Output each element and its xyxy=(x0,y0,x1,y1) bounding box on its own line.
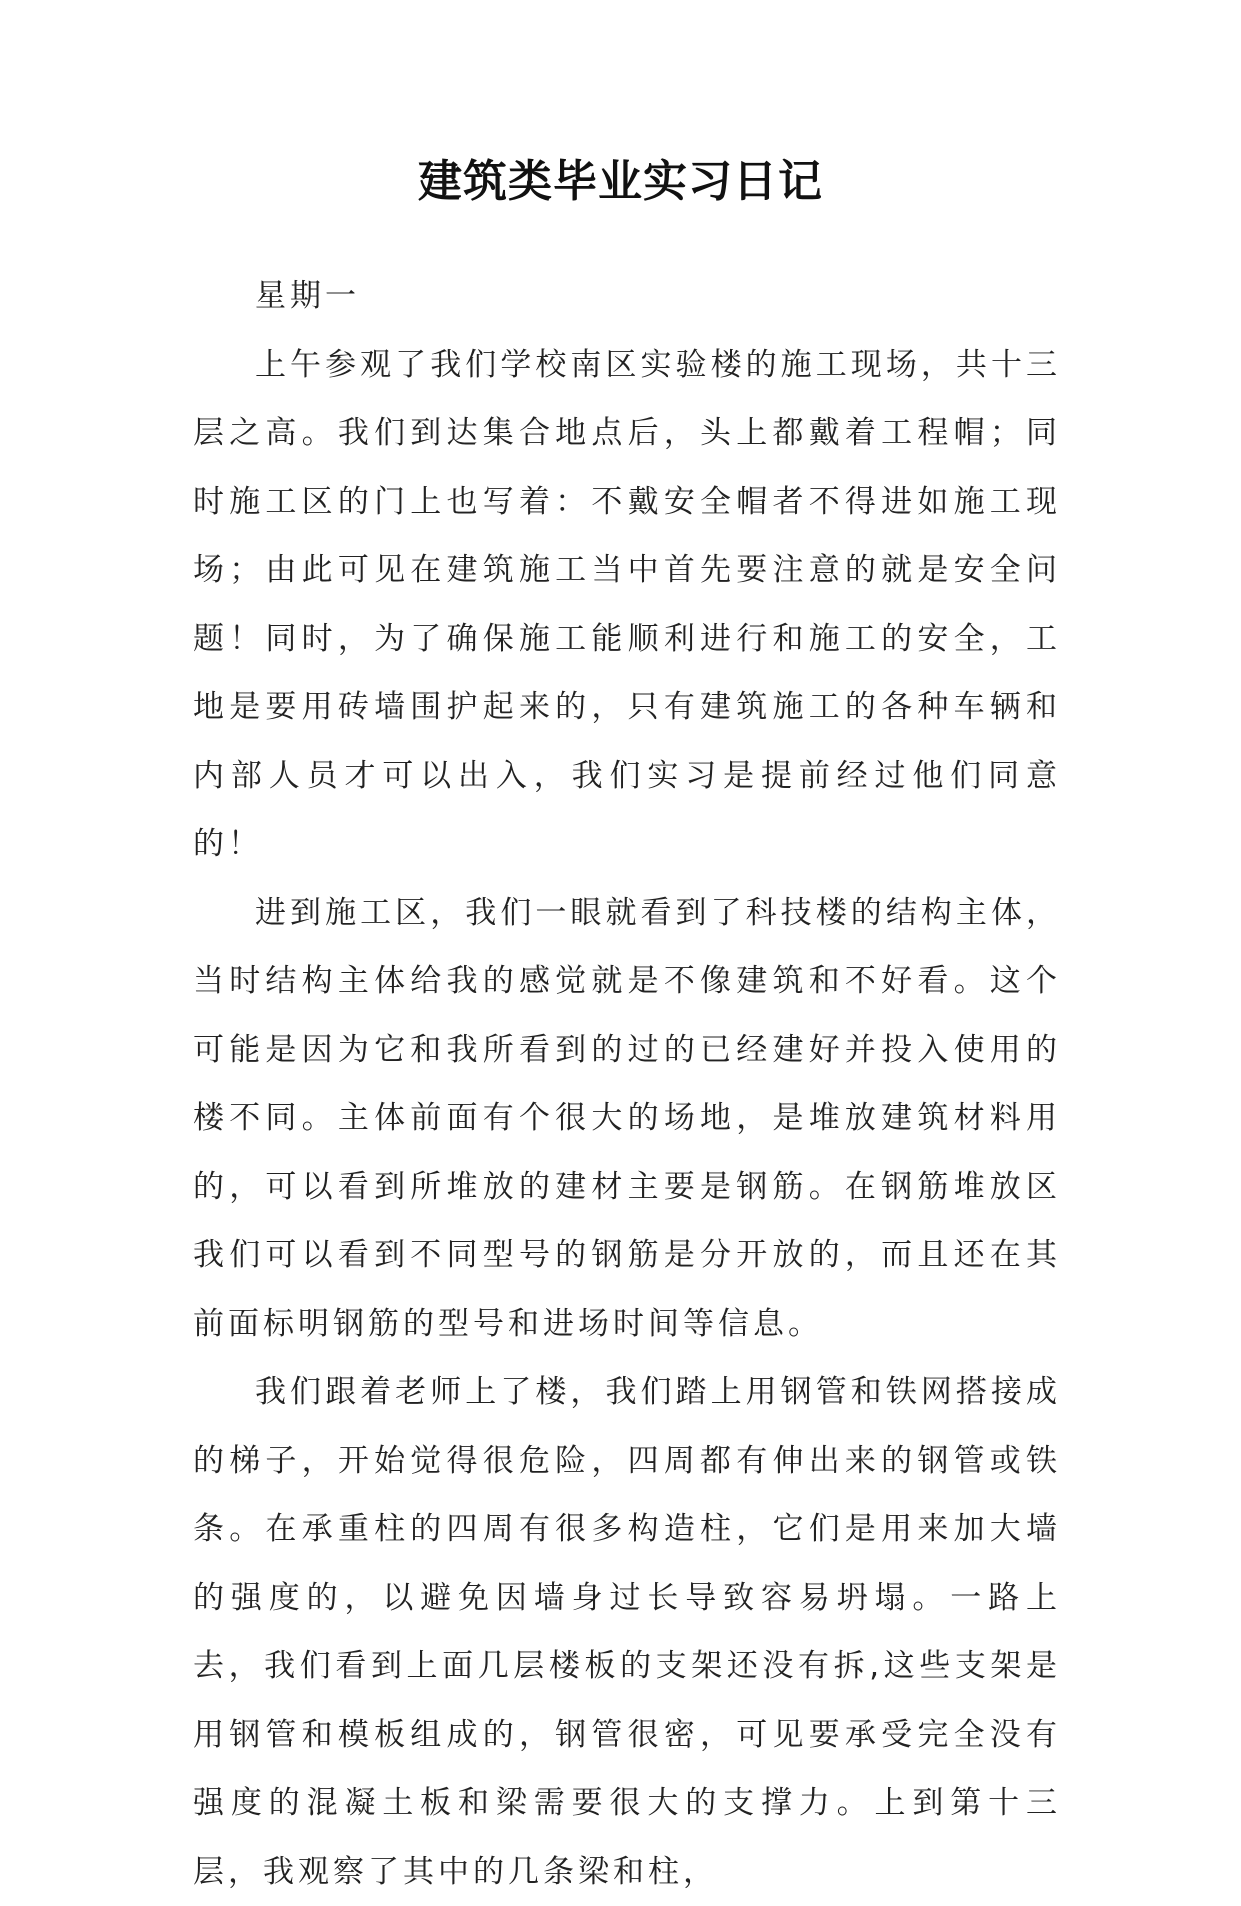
paragraph: 上午参观了我们学校南区实验楼的施工现场，共十三层之高。我们到达集合地点后，头上都戴着工程帽；同时施工区的门上也写着：不戴安全帽者不得进如施工现场；由此可见在建筑施工当中首先要注意的就是安全问题！同时，为了确保施工能顺利进行和施工的安全，工地是要用砖墙围护起来的，只有建筑施工的各种车辆和内部人员才可以出入，我们实习是提前经过他们同意的！ xyxy=(193,346,1061,862)
paragraph-weekday: 星期一 xyxy=(255,278,360,314)
document-body xyxy=(193,262,1061,1906)
paragraph: 我们跟着老师上了楼，我们踏上用钢管和铁网搭接成的梯子，开始觉得很危险，四周都有伸出来的钢管或铁条。在承重柱的四周有很多构造柱，它们是用来加大墙的强度的，以避免因墙身过长导致容易坍塌。一路上去，我们看到上面几层楼板的支架还没有拆,这些支架是用钢管和模板组成的，钢管很密，可见要承受完全没有强度的混凝土板和梁需要很大的支撑力。上到第十三层，我观察了其中的几条梁和柱， xyxy=(193,1374,1061,1890)
paragraph: 进到施工区，我们一眼就看到了科技楼的结构主体，当时结构主体给我的感觉就是不像建筑和不好看。这个可能是因为它和我所看到的过的已经建好并投入使用的楼不同。主体前面有个很大的场地，是堆放建筑材料用的，可以看到所堆放的建材主要是钢筋。在钢筋堆放区我们可以看到不同型号的钢筋是分开放的，而且还在其前面标明钢筋的型号和进场时间等信息。 xyxy=(193,894,1061,1342)
document-title: 建筑类毕业实习日记 xyxy=(418,156,823,207)
